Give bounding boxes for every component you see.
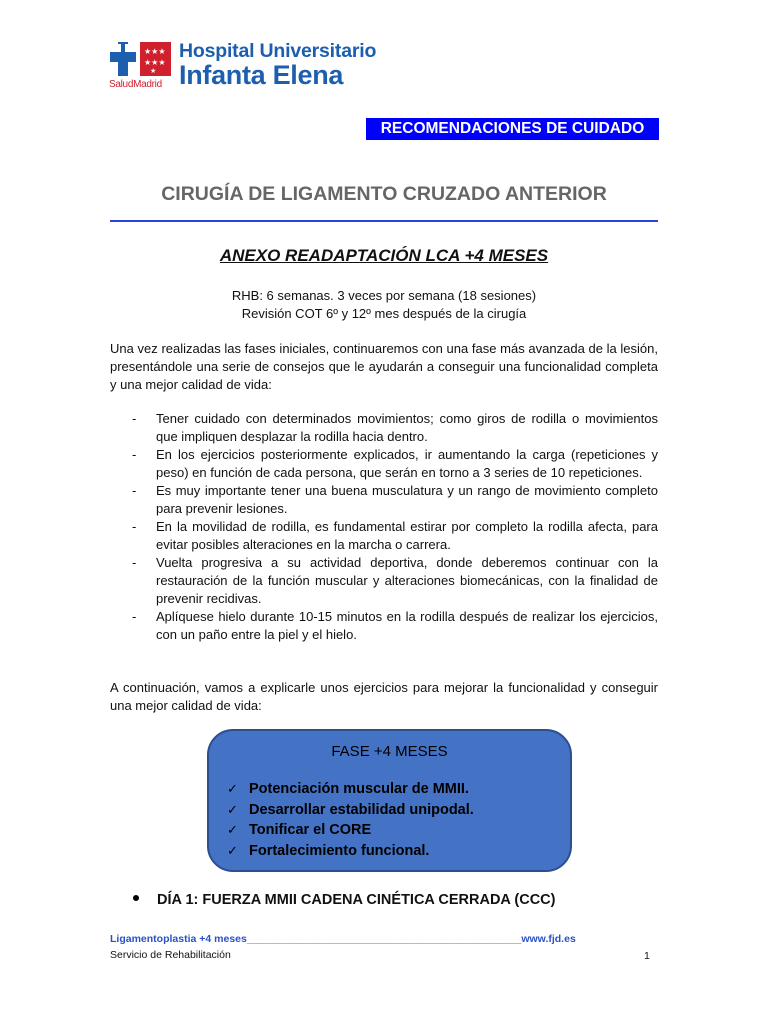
list-item <box>110 410 658 446</box>
goal-text: Fortalecimiento funcional. <box>249 842 430 859</box>
list-item <box>227 800 474 821</box>
checkmark-icon: ✓ <box>227 801 238 817</box>
list-item <box>110 608 658 644</box>
list-item <box>227 820 474 841</box>
checkmark-icon: ✓ <box>227 842 238 858</box>
dash-marker: - <box>132 519 137 534</box>
dash-marker: - <box>132 483 137 498</box>
phase-box-title: FASE +4 MESES <box>331 743 448 760</box>
list-item <box>227 841 474 862</box>
footer-title-line <box>110 933 576 945</box>
hospital-name-line1: Hospital Universitario <box>179 40 377 62</box>
list-item-text: Tener cuidado con determinados movimientos; como giros de rodilla o movimientos que impliquen desplazar la rodilla hacia dentro. <box>156 411 658 444</box>
list-item-text: Es muy importante tener una buena musculatura y un rango de movimiento completo para prevenir lesiones. <box>156 483 658 516</box>
list-item <box>110 482 658 518</box>
svg-text:★★★: ★★★ <box>144 58 166 67</box>
phase-goals-list <box>227 779 474 861</box>
salud-madrid-emblem-icon <box>109 40 173 80</box>
advice-list <box>110 410 658 644</box>
list-item <box>110 518 658 554</box>
page-title: CIRUGÍA DE LIGAMENTO CRUZADO ANTERIOR <box>161 183 607 205</box>
goal-text: Potenciación muscular de MMII. <box>249 781 469 797</box>
goal-text: Desarrollar estabilidad unipodal. <box>249 801 474 818</box>
dash-marker: - <box>132 447 137 462</box>
rehab-line: RHB: 6 semanas. 3 veces por semana (18 sesiones) <box>231 288 537 303</box>
svg-text:★★★: ★★★ <box>144 47 166 56</box>
annex-heading: ANEXO READAPTACIÓN LCA +4 MESES <box>219 246 549 265</box>
checkmark-icon: ✓ <box>227 822 238 837</box>
phase-summary-box <box>207 729 572 872</box>
list-item-text: En la movilidad de rodilla, es fundamental estirar por completo la rodilla afecta, para evitar posibles alteraciones en la marcha o carrera. <box>156 519 658 552</box>
outro-paragraph: A continuación, vamos a explicarle unos ejercicios para mejorar la funcionalidad y conseguir una mejor calidad de vida: <box>110 680 658 713</box>
hospital-logo <box>109 40 399 92</box>
footer-doc-name: Ligamentoplastia +4 meses <box>110 933 247 945</box>
list-item-text: En los ejercicios posteriormente explicados, ir aumentando la carga (repeticiones y peso) en función de cada persona, que serán en torno a 3 series de 10 repeticiones. <box>156 447 658 480</box>
footer-website-link[interactable]: www.fjd.es <box>521 933 576 945</box>
svg-text:★: ★ <box>150 67 157 75</box>
logo-subtitle: SaludMadrid <box>109 79 162 90</box>
list-item-text: Vuelta progresiva a su actividad deportiva, donde deberemos continuar con la restauración de la función muscular y alteraciones biomecánicas, con la finalidad de prevenir recidivas. <box>156 555 658 606</box>
rehab-schedule <box>110 287 658 323</box>
dash-marker: - <box>132 609 137 624</box>
page-number: 1 <box>644 950 650 962</box>
goal-text: Tonificar el CORE <box>249 822 372 838</box>
dash-marker: - <box>132 555 137 570</box>
day-heading <box>133 892 555 908</box>
hospital-name-line2: Infanta Elena <box>179 60 344 90</box>
day-heading-text: DÍA 1: FUERZA MMII CADENA CINÉTICA CERRADA (CCC) <box>157 892 556 908</box>
section-banner: RECOMENDACIONES DE CUIDADO <box>366 118 659 140</box>
intro-paragraph: Una vez realizadas las fases iniciales, continuaremos con una fase más avanzada de la lesión, presentándole una serie de consejos que le ayudarán a conseguir una funcionalidad completa y una mejor calidad de vida: <box>110 341 658 392</box>
list-item-text: Aplíquese hielo durante 10-15 minutos en la rodilla después de realizar los ejercicios, con un paño entre la piel y el hielo. <box>156 609 658 642</box>
footer-service: Servicio de Rehabilitación <box>110 949 231 961</box>
bullet-dot-icon <box>133 895 139 901</box>
list-item <box>110 446 658 482</box>
list-item <box>110 554 658 608</box>
title-divider <box>110 220 658 222</box>
dash-marker: - <box>132 411 137 426</box>
checkmark-icon: ✓ <box>227 781 238 796</box>
footer-underline: _______________________________________________ <box>246 933 522 945</box>
review-line: Revisión COT 6º y 12º mes después de la cirugía <box>241 306 527 321</box>
list-item <box>227 779 474 800</box>
